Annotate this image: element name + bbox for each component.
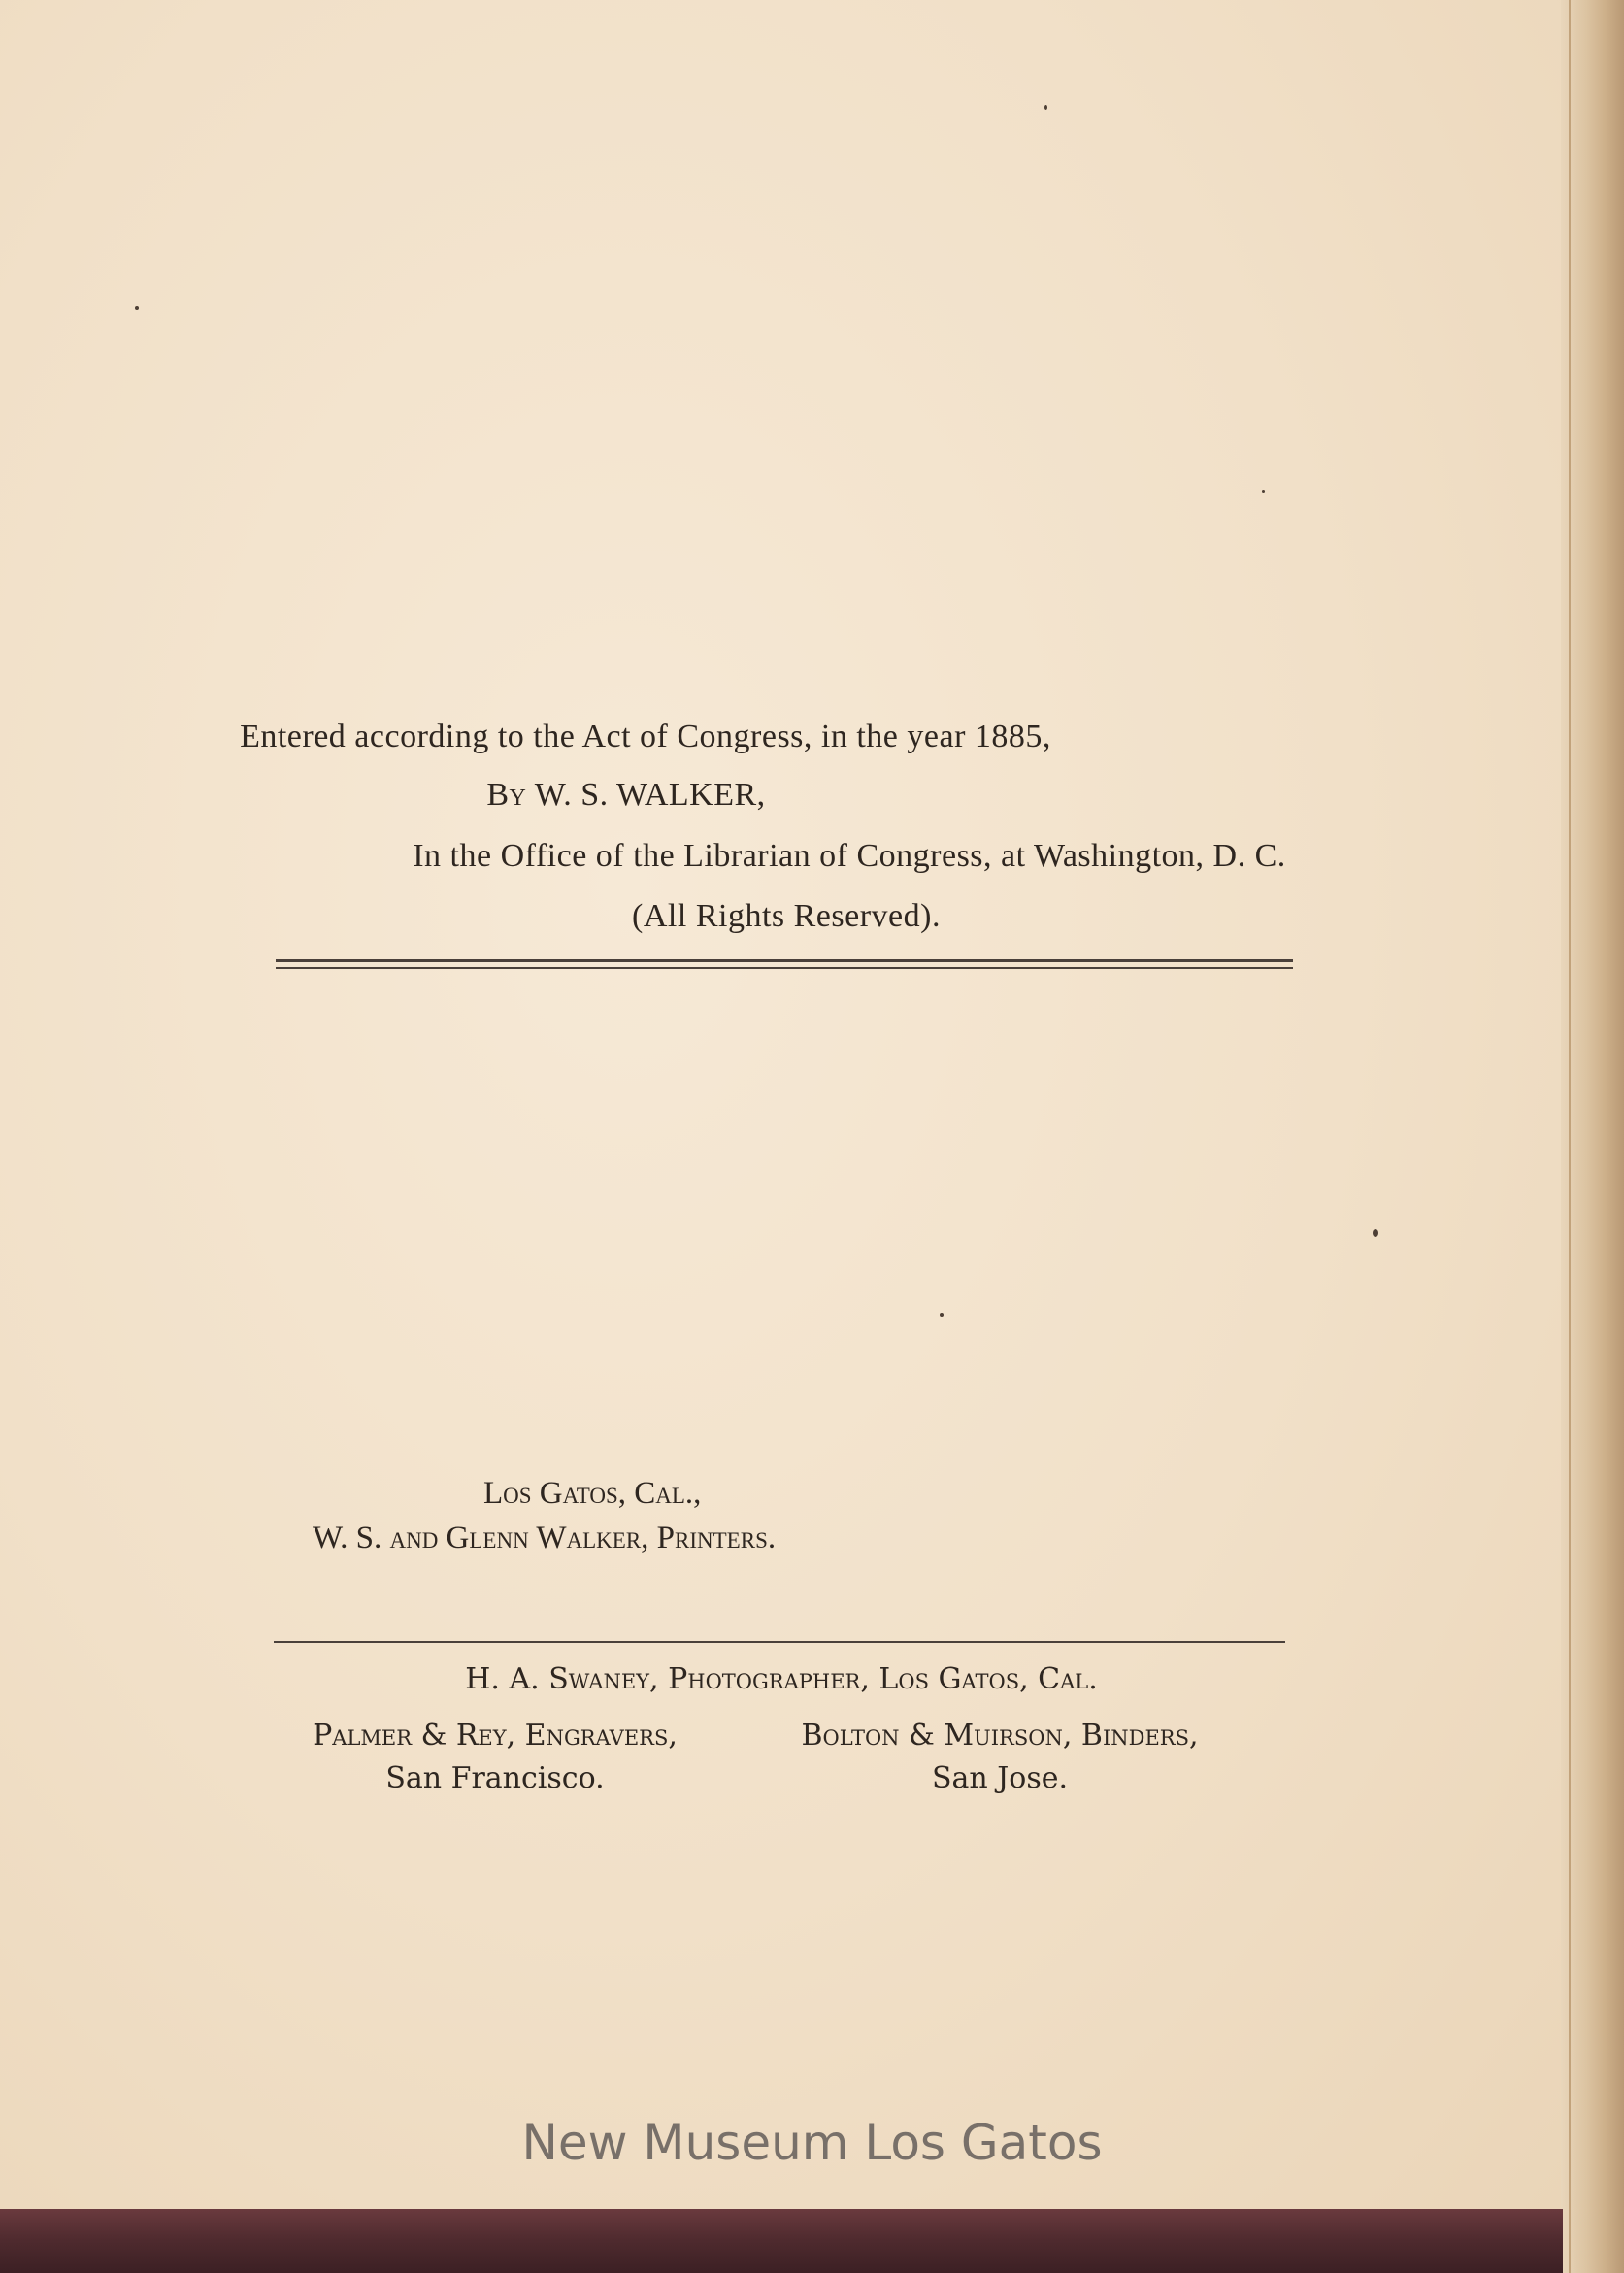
copyright-office-line: In the Office of the Librarian of Congress, at Washington, D. C. <box>413 838 1286 874</box>
photographer-credit: H. A. Swaney, Photographer, Los Gatos, Cal. <box>465 1662 1098 1696</box>
copyright-rights-line: (All Rights Reserved). <box>632 898 941 934</box>
paper-speck <box>1262 490 1265 493</box>
printer-names: W. S. and Glenn Walker, Printers. <box>313 1521 777 1555</box>
page-edge-line <box>1569 0 1571 2273</box>
museum-watermark: New Museum Los Gatos <box>521 2115 1103 2171</box>
page-fore-edge <box>1561 0 1624 2273</box>
printer-location: Los Gatos, Cal., <box>483 1476 702 1511</box>
engravers-credit: Palmer & Rey, Engravers, <box>313 1719 678 1753</box>
double-rule-bottom <box>276 967 1293 969</box>
engravers-city: San Francisco. <box>385 1761 605 1795</box>
binders-credit: Bolton & Muirson, Binders, <box>801 1719 1199 1753</box>
paper-speck <box>940 1313 944 1317</box>
copyright-entry-line: Entered according to the Act of Congress, in the year 1885, <box>240 719 1051 754</box>
paper-speck <box>1373 1229 1378 1237</box>
paper-speck <box>135 306 139 310</box>
paper-speck <box>1044 105 1047 110</box>
binders-city: San Jose. <box>931 1761 1069 1795</box>
copyright-author-line: By W. S. WALKER, <box>486 777 766 813</box>
book-cover-board <box>0 2209 1563 2273</box>
double-rule-top <box>276 959 1293 962</box>
credits-rule <box>274 1641 1285 1643</box>
